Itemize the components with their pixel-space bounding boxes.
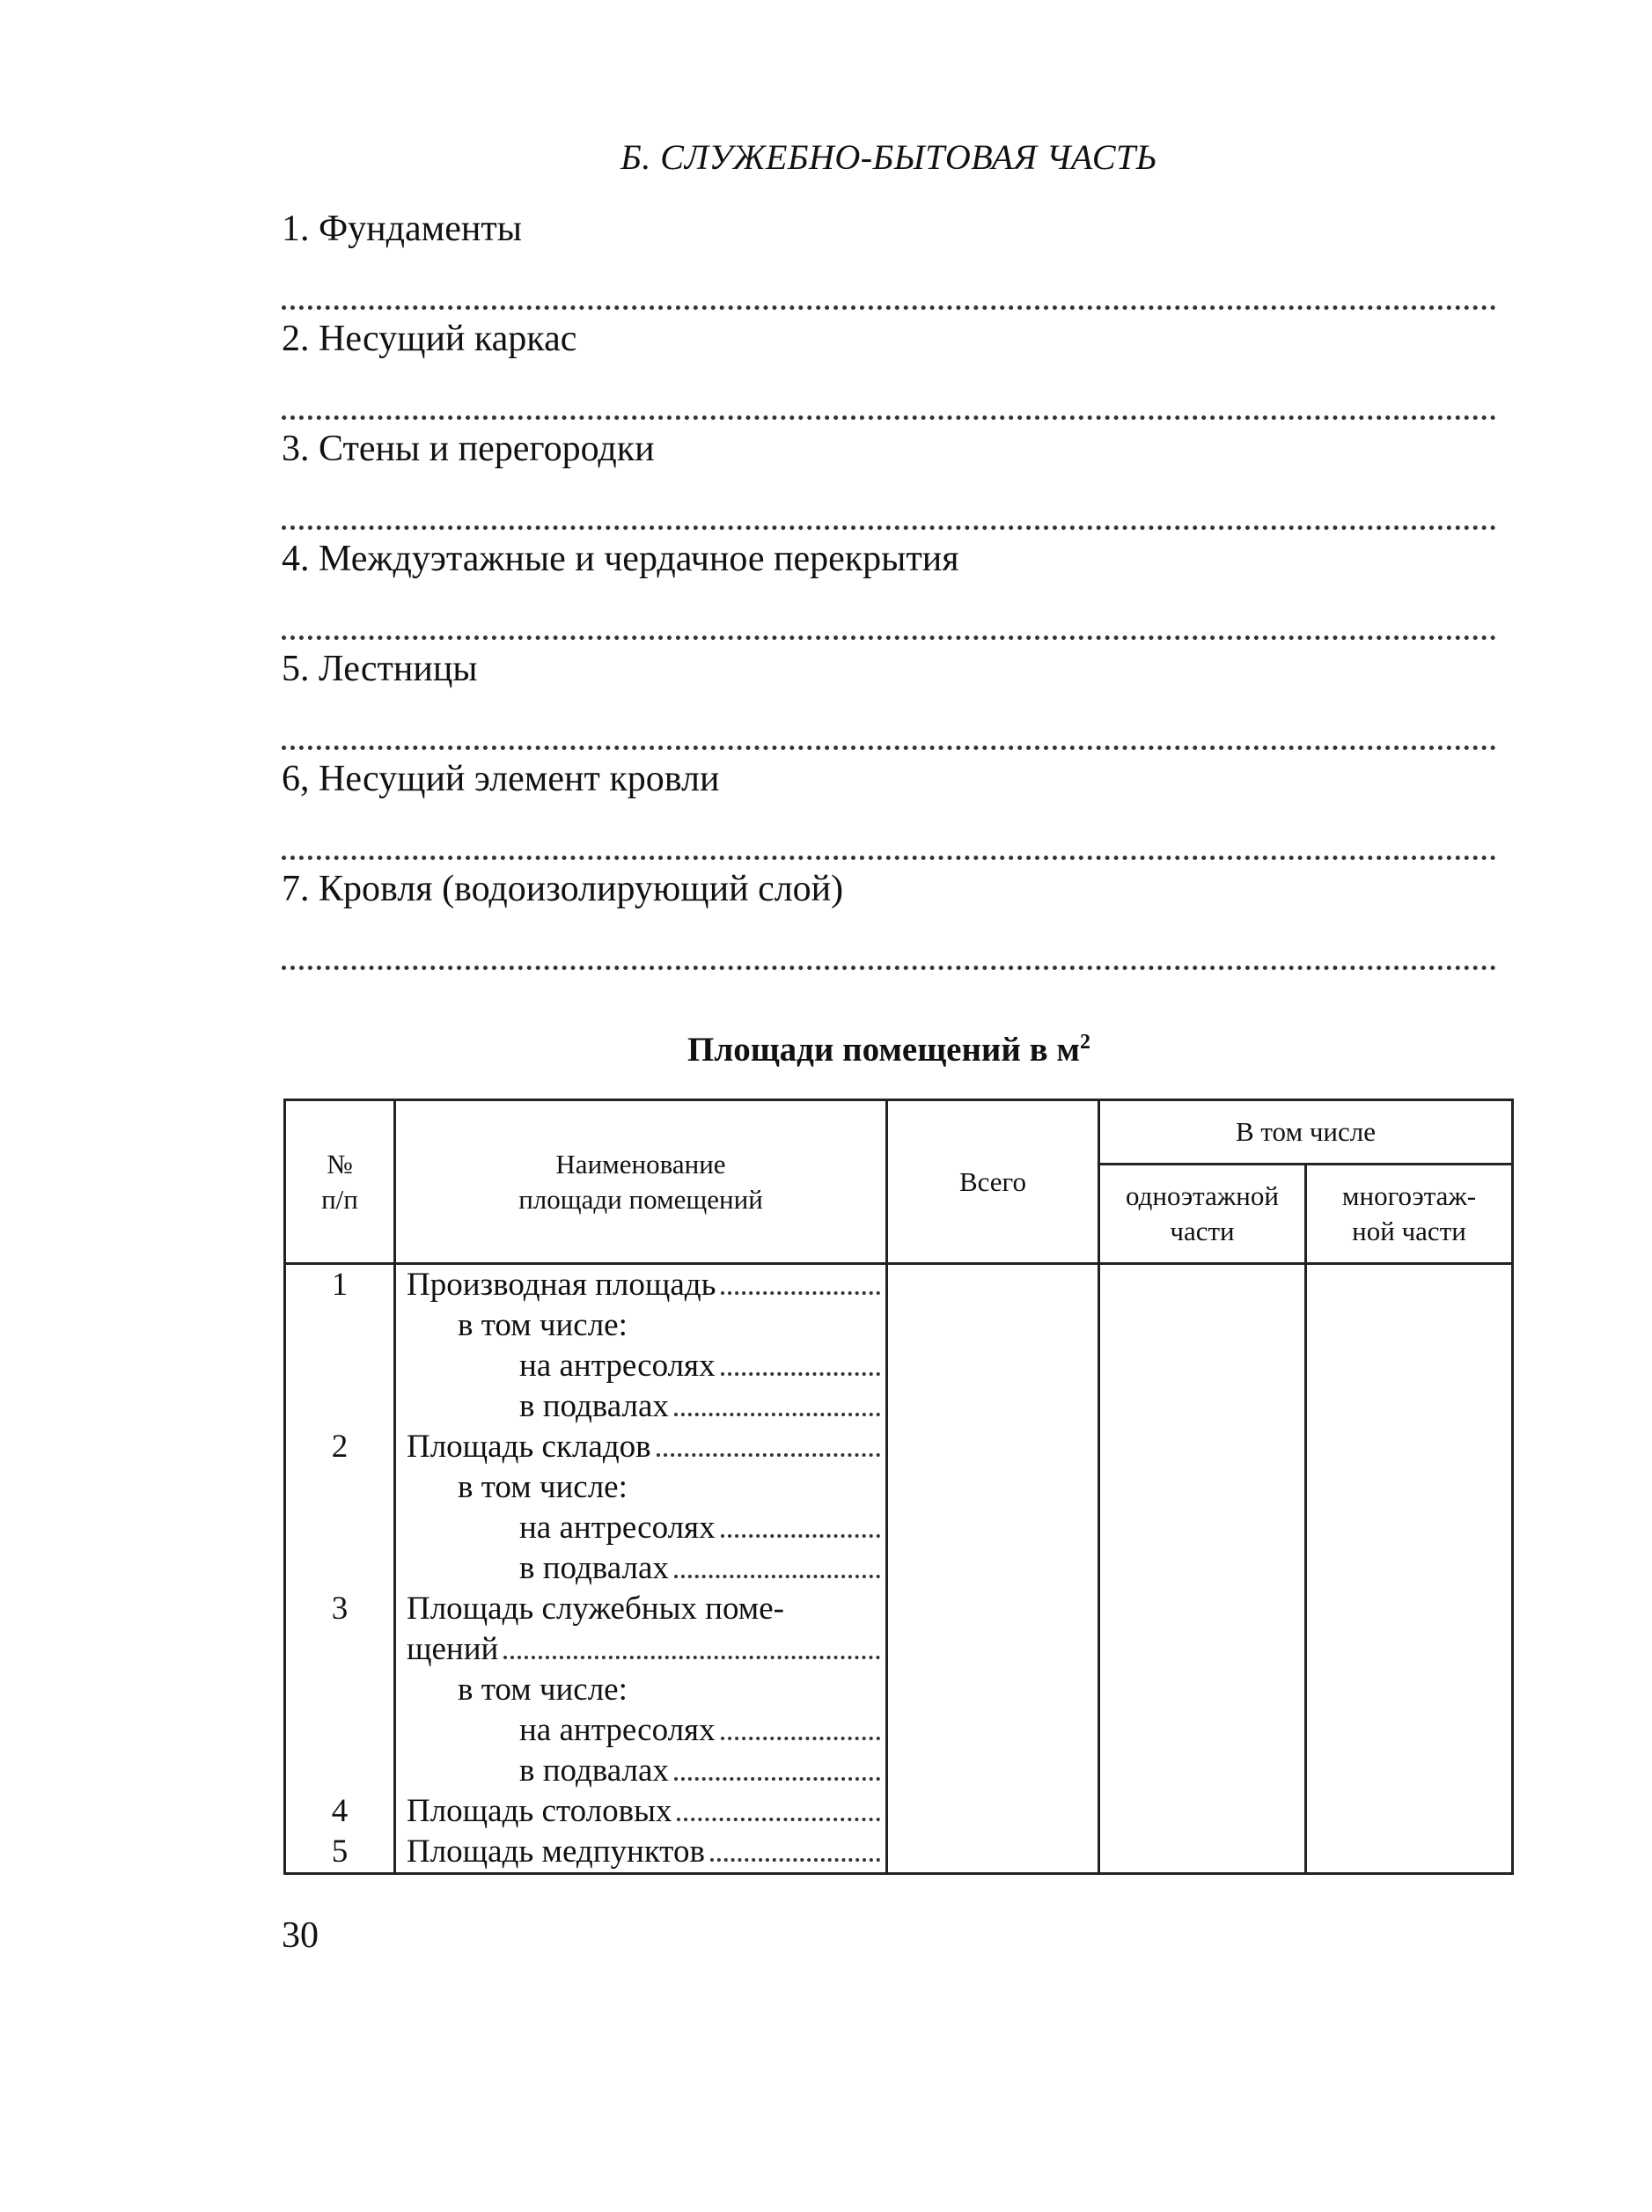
leader-dots: [674, 1386, 880, 1416]
row-number: [286, 1548, 393, 1589]
row-label: [396, 1751, 885, 1791]
row-label: [396, 1629, 885, 1670]
row-label-text: Площадь столовых: [407, 1793, 672, 1829]
row-label: [396, 1589, 885, 1629]
header-single-line2: части: [1170, 1216, 1235, 1246]
fill-in-dotted-line[interactable]: [282, 723, 1496, 750]
row-label-text: Площадь медпунктов: [407, 1834, 705, 1870]
number-column: [285, 1264, 395, 1874]
row-number: 2: [331, 1429, 349, 1465]
row-label-text: на антресолях: [519, 1348, 716, 1384]
row-label: [396, 1670, 885, 1710]
fill-in-dotted-line[interactable]: [282, 283, 1496, 310]
row-number: 1: [331, 1267, 349, 1303]
header-number-line1: №: [327, 1148, 353, 1179]
row-label-text: в том числе:: [458, 1672, 628, 1708]
row-number: 5: [331, 1834, 349, 1870]
row-label: [396, 1386, 885, 1427]
row-label-text: на антресолях: [519, 1510, 716, 1546]
structure-item: [282, 537, 1496, 640]
header-number-line2: п/п: [321, 1183, 358, 1215]
total-column-cell[interactable]: [887, 1264, 1099, 1874]
row-label: [396, 1508, 885, 1548]
header-single-line1: одноэтажной: [1126, 1180, 1279, 1211]
header-name-line2: площади помещений: [518, 1183, 763, 1215]
leader-dots: [503, 1629, 880, 1659]
row-label-text: в том числе:: [458, 1469, 628, 1505]
structure-item-label: 7. Кровля (водоизолирующий слой): [282, 869, 844, 909]
row-label: [396, 1427, 885, 1467]
areas-table: [283, 1099, 1514, 1875]
structure-item-label: 4. Междуэтажные и чердачное перекрытия: [282, 539, 959, 579]
header-including: В том числе: [1099, 1100, 1513, 1165]
header-multi-storey: [1306, 1165, 1513, 1264]
row-number: [286, 1386, 393, 1427]
row-number: 3: [331, 1591, 349, 1627]
row-label: [396, 1467, 885, 1508]
row-label-text: на антресолях: [519, 1712, 716, 1748]
structure-item: [282, 867, 1496, 970]
structure-item: [282, 427, 1496, 530]
section-title: Б. СЛУЖЕБНО-БЫТОВАЯ ЧАСТЬ: [620, 137, 1157, 177]
row-label: [396, 1832, 885, 1872]
leader-dots: [710, 1832, 880, 1862]
structure-item: [282, 317, 1496, 420]
row-label: [396, 1710, 885, 1751]
structure-item-label: 6, Несущий элемент кровли: [282, 759, 720, 799]
leader-dots: [721, 1710, 880, 1740]
table-caption-superscript: 2: [1079, 1031, 1090, 1054]
leader-dots: [721, 1265, 880, 1295]
single-storey-column-cell[interactable]: [1099, 1264, 1306, 1874]
header-name-line1: Наименование: [555, 1148, 726, 1179]
structure-item: [282, 647, 1496, 750]
row-number: [286, 1629, 393, 1670]
structure-item-label: 5. Лестницы: [282, 649, 478, 689]
row-label-text: в том числе:: [458, 1307, 628, 1343]
row-number: [286, 1467, 393, 1508]
row-label-text: Производная площадь: [407, 1267, 716, 1303]
row-number: [286, 1751, 393, 1791]
row-label: [396, 1346, 885, 1386]
name-column: [395, 1264, 887, 1874]
leader-dots: [721, 1508, 880, 1538]
header-single-storey: [1099, 1165, 1306, 1264]
header-total: Всего: [887, 1100, 1099, 1264]
row-number: 4: [331, 1793, 349, 1829]
leader-dots: [657, 1427, 880, 1457]
header-name: [395, 1100, 887, 1264]
row-label-text: в подвалах: [519, 1753, 669, 1789]
fill-in-dotted-line[interactable]: [282, 393, 1496, 420]
leader-dots: [674, 1751, 880, 1781]
structure-item: [282, 757, 1496, 860]
leader-dots: [721, 1346, 880, 1376]
row-number: [286, 1710, 393, 1751]
row-label: [396, 1265, 885, 1305]
row-label: [396, 1305, 885, 1346]
fill-in-dotted-line[interactable]: [282, 503, 1496, 530]
header-multi-line1: многоэтаж-: [1341, 1180, 1477, 1211]
fill-in-dotted-line[interactable]: [282, 613, 1496, 640]
table-caption: [282, 1030, 1496, 1069]
row-label-text: щений: [407, 1631, 499, 1667]
structure-item-label: 2. Несущий каркас: [282, 319, 577, 359]
row-number: [286, 1508, 393, 1548]
row-number: [286, 1670, 393, 1710]
header-multi-line2: ной части: [1352, 1216, 1466, 1246]
row-label: [396, 1791, 885, 1832]
structure-item-label: 3. Стены и перегородки: [282, 429, 655, 469]
page-number: 30: [282, 1915, 319, 1956]
table-body-row: [285, 1264, 1513, 1874]
row-label: [396, 1548, 885, 1589]
row-label-text: в подвалах: [519, 1550, 669, 1586]
structure-item-label: 1. Фундаменты: [282, 209, 522, 249]
leader-dots: [677, 1791, 880, 1821]
multi-storey-column-cell[interactable]: [1306, 1264, 1513, 1874]
structure-item: [282, 207, 1496, 310]
row-label-text: в подвалах: [519, 1388, 669, 1424]
row-label-text: Площадь служебных поме-: [407, 1591, 784, 1627]
row-number: [286, 1346, 393, 1386]
header-number: [285, 1100, 395, 1264]
fill-in-dotted-line[interactable]: [282, 943, 1496, 970]
row-label-text: Площадь складов: [407, 1429, 651, 1465]
leader-dots: [674, 1548, 880, 1578]
row-number: [286, 1305, 393, 1346]
fill-in-dotted-line[interactable]: [282, 833, 1496, 860]
table-caption-text: Площади помещений в м: [687, 1031, 1080, 1069]
